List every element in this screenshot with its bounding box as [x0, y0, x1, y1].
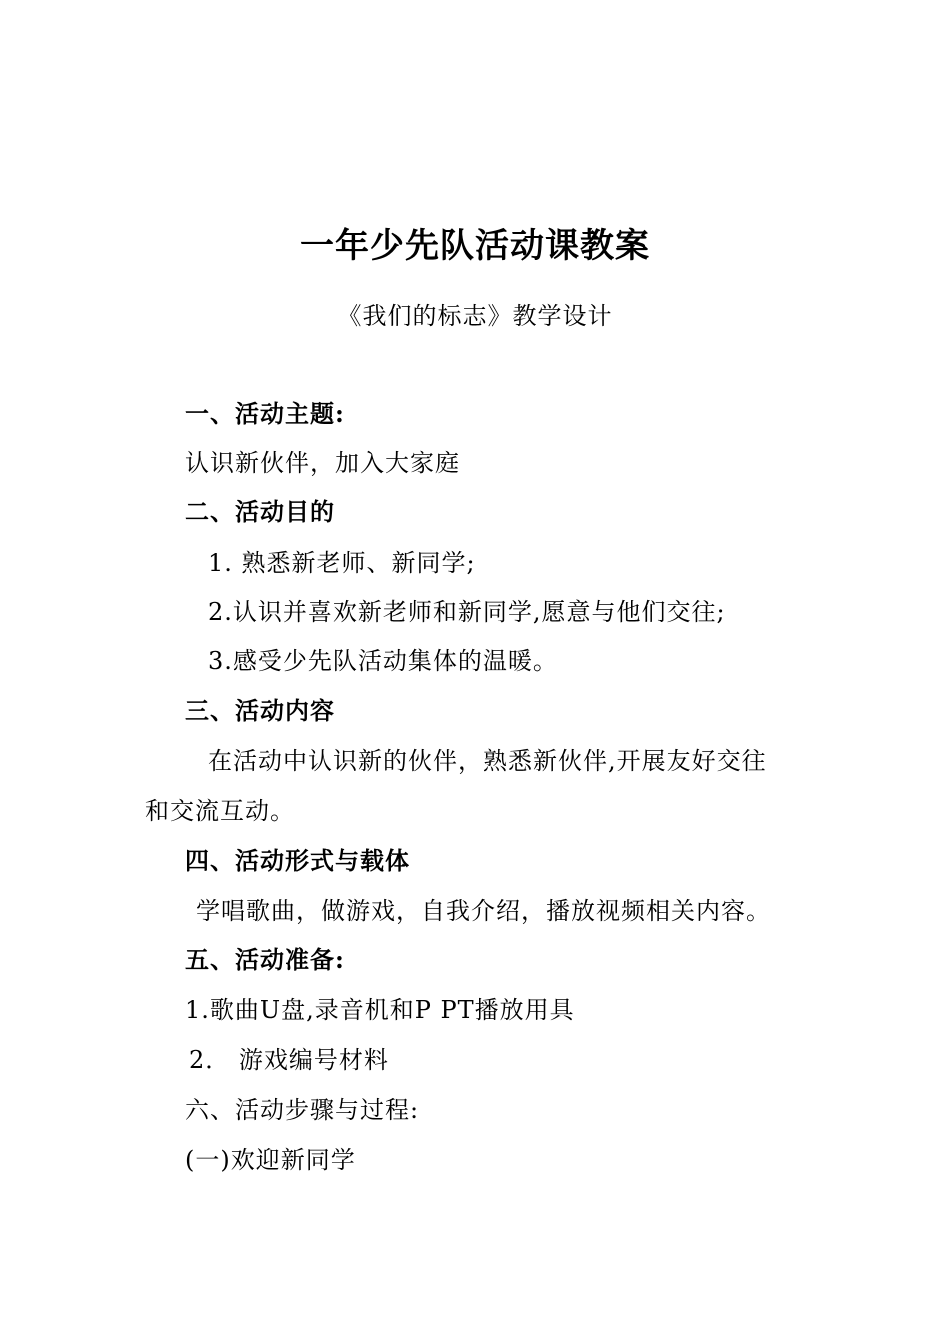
preparation-item-1: 1.歌曲U盘,录音机和P PT播放用具: [185, 996, 575, 1024]
document-subtitle: 《我们的标志》教学设计: [337, 302, 613, 330]
section-heading-purpose: 二、活动目的: [185, 497, 335, 526]
content-text-line-1: 在活动中认识新的伙伴，熟悉新伙伴,开展友好交往: [208, 747, 767, 775]
section-heading-form: 四、活动形式与载体: [185, 846, 410, 875]
section-heading-theme: 一、活动主题:: [185, 399, 345, 428]
section-heading-content: 三、活动内容: [185, 696, 335, 725]
document-title: 一年少先队活动课教案: [300, 226, 650, 266]
preparation-item-2: 2． 游戏编号材料: [189, 1046, 389, 1074]
section-heading-preparation: 五、活动准备:: [185, 945, 345, 974]
purpose-item-3: 3.感受少先队活动集体的温暖。: [208, 647, 558, 675]
section-heading-steps: 六、活动步骤与过程:: [185, 1096, 420, 1124]
purpose-item-1: 1. 熟悉新老师、新同学;: [208, 549, 476, 577]
section-text-theme: 认识新伙伴，加入大家庭: [185, 449, 460, 477]
purpose-item-2: 2.认识并喜欢新老师和新同学,愿意与他们交往;: [208, 598, 726, 626]
form-text: 学唱歌曲，做游戏，自我介绍，播放视频相关内容。: [196, 897, 771, 925]
content-text-line-2: 和交流互动。: [145, 797, 295, 825]
steps-subheading-1: (一)欢迎新同学: [185, 1146, 356, 1174]
